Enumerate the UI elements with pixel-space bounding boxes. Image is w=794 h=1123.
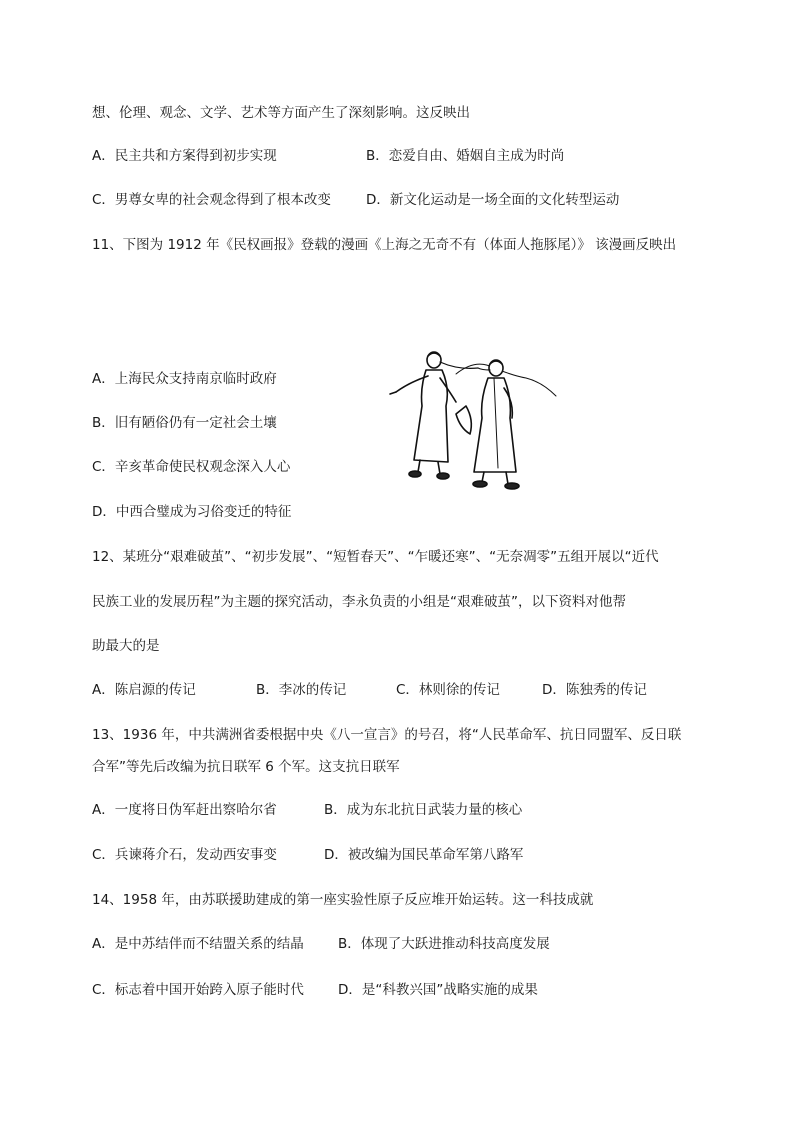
q13-option-d: D．被改编为国民革命军第八路军 [324,847,524,863]
q12-option-a: A．陈启源的传记 [92,682,196,698]
q13-option-a: A．一度将日伪军赶出察哈尔省 [92,802,277,818]
q14-option-b: B．体现了大跃进推动科技高度发展 [338,936,550,952]
q11-stem: 11、下图为 1912 年《民权画报》登载的漫画《上海之无奇不有（体面人拖豚尾）》 该漫画反映出 [92,237,677,253]
q12-option-d: D．陈独秀的传记 [542,682,647,698]
q12-stem-line-2: 民族工业的发展历程”为主题的探究活动，李永负责的小组是“艰难破茧”，以下资料对他帮 [92,594,626,610]
q10-option-d: D．新文化运动是一场全面的文化转型运动 [366,192,620,208]
q10-option-b: B．恋爱自由、婚姻自主成为时尚 [366,148,565,164]
queue-cartoon-illustration [386,348,562,494]
q14-option-a: A．是中苏结伴而不结盟关系的结晶 [92,936,304,952]
q13-stem-line-1: 13、1936 年，中共满洲省委根据中央《八一宣言》的号召，将“人民革命军、抗日同盟军、反日联 [92,727,682,743]
q12-stem-line-1: 12、某班分“艰难破茧”、“初步发展”、“短暂春天”、“乍暖还寒”、“无奈凋零”五组开展以“近代 [92,549,659,565]
q14-option-d: D．是“科教兴国”战略实施的成果 [338,982,538,998]
q11-option-d: D．中西合璧成为习俗变迁的特征 [92,504,292,520]
q12-option-c: C．林则徐的传记 [396,682,500,698]
q11-option-c: C．辛亥革命使民权观念深入人心 [92,459,291,475]
q10-option-c: C．男尊女卑的社会观念得到了根本改变 [92,192,331,208]
q14-option-c: C．标志着中国开始跨入原子能时代 [92,982,304,998]
q11-option-a: A．上海民众支持南京临时政府 [92,371,277,387]
q13-stem-line-2: 合军”等先后改编为抗日联军 6 个军。这支抗日联军 [92,759,400,775]
q10-option-a: A．民主共和方案得到初步实现 [92,148,277,164]
q13-option-c: C．兵谏蒋介石，发动西安事变 [92,847,277,863]
q11-option-b: B．旧有陋俗仍有一定社会土壤 [92,415,277,431]
q13-option-b: B．成为东北抗日武装力量的核心 [324,802,523,818]
q14-stem: 14、1958 年，由苏联援助建成的第一座实验性原子反应堆开始运转。这一科技成就 [92,892,594,908]
q12-option-b: B．李冰的传记 [256,682,347,698]
q12-stem-line-3: 助最大的是 [92,638,160,654]
q10-stem-tail: 想、伦理、观念、文学、艺术等方面产生了深刻影响。这反映出 [92,105,470,121]
